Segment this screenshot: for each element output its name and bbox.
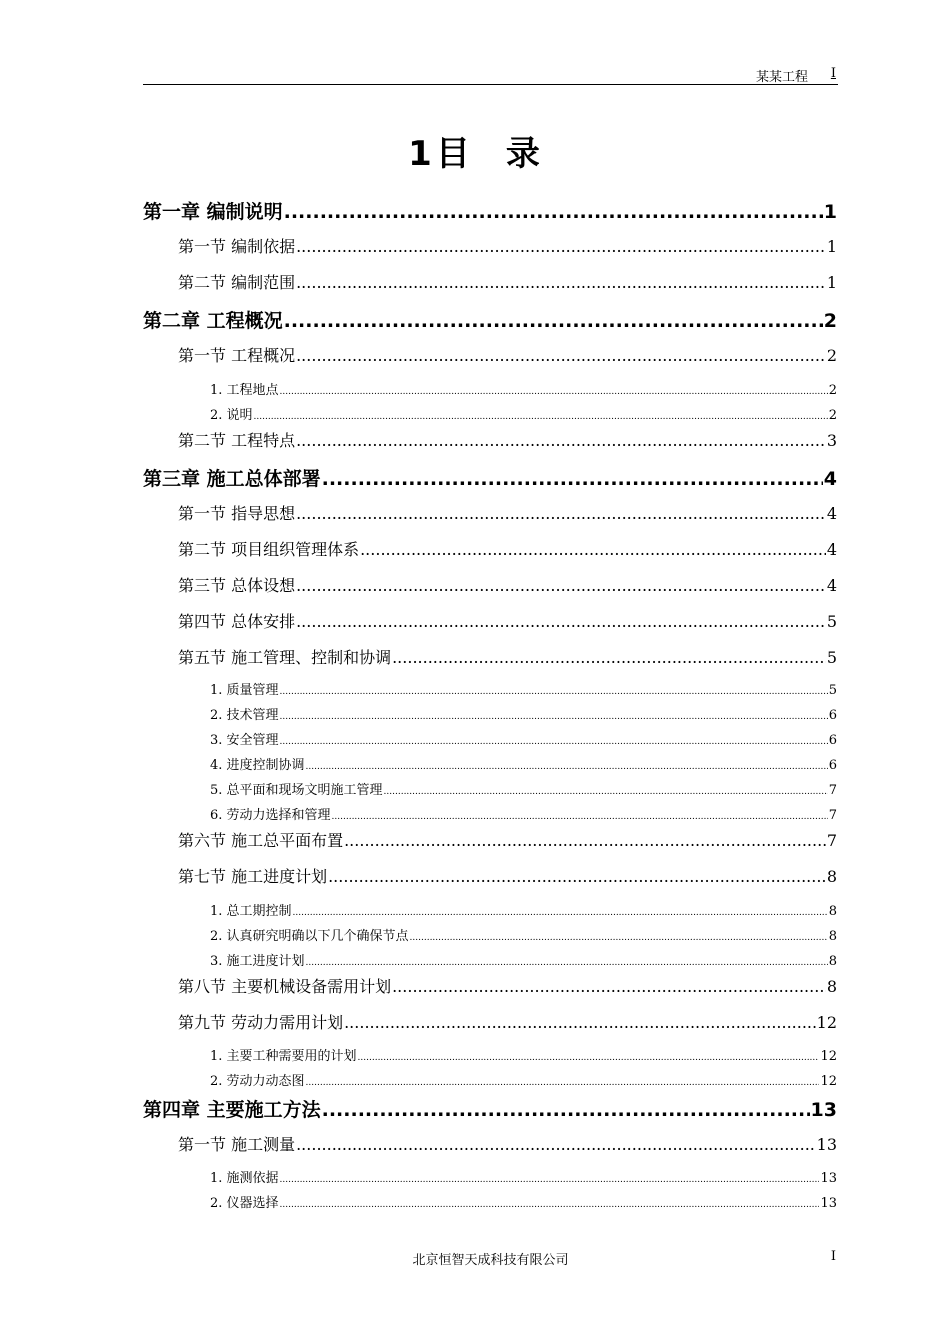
toc-entry-page-number: 6: [828, 708, 837, 723]
toc-entry-label: 第八节 主要机械设备需用计划: [178, 977, 392, 996]
toc-dot-leader: [410, 929, 828, 944]
toc-entry-level3[interactable]: [210, 704, 837, 723]
toc-entry-label: 第二节 编制范围: [178, 273, 296, 292]
toc-entry-level3[interactable]: [210, 1167, 837, 1186]
toc-entry-label: 第一节 指导思想: [178, 504, 296, 523]
toc-title-text1: 目: [435, 134, 472, 174]
footer-company: 北京恒智天成科技有限公司: [412, 1253, 569, 1268]
toc-entry-level3[interactable]: [210, 679, 837, 698]
toc-entry-page-number: 8: [828, 954, 837, 969]
toc-entry-label: 第三节 总体设想: [178, 576, 296, 595]
toc-entry-label: 3. 施工进度计划: [210, 954, 305, 969]
toc-dot-leader: [344, 831, 826, 850]
toc-entry-page-number: 2: [823, 310, 837, 332]
toc-entry-page-number: 4: [823, 468, 837, 490]
toc-entry-level1[interactable]: [143, 197, 837, 224]
toc-entry-page-number: 7: [826, 831, 837, 850]
toc-entry-label: 1. 主要工种需要用的计划: [210, 1049, 357, 1064]
toc-entry-level2[interactable]: [178, 609, 837, 632]
toc-entry-page-number: 5: [826, 612, 837, 631]
toc-entry-level2[interactable]: [178, 974, 837, 997]
toc-entry-page-number: 13: [816, 1135, 837, 1154]
toc-entry-label: 第二章 工程概况: [143, 310, 283, 332]
toc-entry-label: 4. 进度控制协调: [210, 758, 305, 773]
toc-entry-page-number: 2: [828, 383, 837, 398]
toc-dot-leader: [306, 758, 828, 773]
toc-entry-page-number: 8: [828, 929, 837, 944]
toc-entry-page-number: 8: [826, 977, 837, 996]
toc-dot-leader: [280, 1171, 820, 1186]
toc-dot-leader: [280, 1196, 820, 1211]
toc-entry-level3[interactable]: [210, 754, 837, 773]
toc-entry-page-number: 8: [826, 867, 837, 886]
toc-entry-page-number: 4: [826, 504, 837, 523]
toc-entry-label: 第一节 施工测量: [178, 1135, 296, 1154]
toc-entry-level3[interactable]: [210, 779, 837, 798]
toc-entry-level2[interactable]: [178, 501, 837, 524]
toc-dot-leader: [280, 683, 828, 698]
toc-entry-level3[interactable]: [210, 1192, 837, 1211]
toc-entry-label: 第四章 主要施工方法: [143, 1099, 321, 1121]
toc-entry-label: 第六节 施工总平面布置: [178, 831, 344, 850]
toc-dot-leader: [296, 273, 826, 292]
toc-entry-level3[interactable]: [210, 900, 837, 919]
toc-entry-label: 2. 仪器选择: [210, 1196, 279, 1211]
header-page-number: I: [830, 66, 836, 81]
toc-entry-page-number: 7: [828, 808, 837, 823]
toc-dot-leader: [296, 431, 826, 450]
toc-entry-page-number: 2: [826, 346, 837, 365]
toc-entry-page-number: 13: [820, 1196, 837, 1211]
toc-entry-label: 第二节 项目组织管理体系: [178, 540, 360, 559]
toc-entry-page-number: 12: [816, 1013, 837, 1032]
toc-entry-level2[interactable]: [178, 234, 837, 257]
toc-dot-leader: [293, 904, 828, 919]
toc-entry-label: 第一节 工程概况: [178, 346, 296, 365]
toc-entry-level2[interactable]: [178, 1010, 837, 1033]
toc-entry-level2[interactable]: [178, 428, 837, 451]
toc-entry-label: 6. 劳动力选择和管理: [210, 808, 331, 823]
toc-entry-label: 第五节 施工管理、控制和协调: [178, 648, 392, 667]
toc-entry-level2[interactable]: [178, 645, 837, 668]
toc-entry-level2[interactable]: [178, 343, 837, 366]
toc-entry-label: 第三章 施工总体部署: [143, 468, 321, 490]
toc-entry-page-number: 13: [820, 1171, 837, 1186]
toc-entry-level3[interactable]: [210, 729, 837, 748]
toc-entry-page-number: 12: [820, 1049, 837, 1064]
toc-dot-leader: [392, 648, 826, 667]
toc-dot-leader: [296, 1135, 816, 1154]
toc-entry-label: 1. 质量管理: [210, 683, 279, 698]
toc-entry-label: 5. 总平面和现场文明施工管理: [210, 783, 383, 798]
toc-entry-level2[interactable]: [178, 828, 837, 851]
toc-entry-level1[interactable]: [143, 306, 837, 333]
toc-entry-level1[interactable]: [143, 1095, 837, 1122]
toc-entry-label: 2. 认真研究明确以下几个确保节点: [210, 929, 409, 944]
toc-dot-leader: [296, 612, 826, 631]
header-project-name: 某某工程: [755, 70, 808, 85]
toc-entry-level3[interactable]: [210, 925, 837, 944]
toc-entry-level2[interactable]: [178, 270, 837, 293]
toc-entry-label: 2. 说明: [210, 408, 253, 423]
toc-entry-page-number: 6: [828, 758, 837, 773]
toc-entry-page-number: 3: [826, 431, 837, 450]
toc-title-text2: 录: [505, 134, 542, 174]
toc-dot-leader: [306, 1074, 820, 1089]
toc-entry-label: 1. 总工期控制: [210, 904, 292, 919]
toc-entry-label: 第一节 编制依据: [178, 237, 296, 256]
toc-entry-level2[interactable]: [178, 573, 837, 596]
toc-entry-label: 2. 技术管理: [210, 708, 279, 723]
toc-entry-label: 1. 工程地点: [210, 383, 279, 398]
toc-entry-level2[interactable]: [178, 864, 837, 887]
toc-dot-leader: [296, 576, 826, 595]
toc-entry-page-number: 1: [826, 273, 837, 292]
footer-page-number: I: [830, 1249, 836, 1264]
toc-dot-leader: [284, 310, 823, 332]
toc-entry-label: 第七节 施工进度计划: [178, 867, 328, 886]
toc-dot-leader: [280, 733, 828, 748]
toc-entry-label: 第九节 劳动力需用计划: [178, 1013, 344, 1032]
toc-dot-leader: [360, 540, 826, 559]
toc-entry-page-number: 5: [826, 648, 837, 667]
toc-entry-level3[interactable]: [210, 1070, 837, 1089]
toc-entry-page-number: 1: [826, 237, 837, 256]
toc-entry-page-number: 7: [828, 783, 837, 798]
toc-dot-leader: [332, 808, 828, 823]
toc-entry-label: 1. 施测依据: [210, 1171, 279, 1186]
toc-entry-level1[interactable]: [143, 464, 837, 491]
toc-dot-leader: [280, 383, 828, 398]
toc-entry-label: 3. 安全管理: [210, 733, 279, 748]
toc-entry-page-number: 12: [820, 1074, 837, 1089]
toc-dot-leader: [296, 346, 826, 365]
toc-dot-leader: [322, 1099, 810, 1121]
toc-dot-leader: [344, 1013, 816, 1032]
toc-entry-label: 2. 劳动力动态图: [210, 1074, 305, 1089]
toc-entry-page-number: 2: [828, 408, 837, 423]
toc-entry-page-number: 13: [810, 1099, 837, 1121]
toc-dot-leader: [328, 867, 826, 886]
toc-dot-leader: [384, 783, 828, 798]
toc-entry-page-number: 4: [826, 540, 837, 559]
toc-entry-label: 第一章 编制说明: [143, 201, 283, 223]
toc-title-number: 1: [408, 134, 434, 174]
toc-dot-leader: [296, 504, 826, 523]
toc-entry-label: 第二节 工程特点: [178, 431, 296, 450]
toc-dot-leader: [254, 408, 828, 423]
toc-entry-page-number: 8: [828, 904, 837, 919]
toc-dot-leader: [284, 201, 823, 223]
toc-dot-leader: [280, 708, 828, 723]
toc-entry-page-number: 5: [828, 683, 837, 698]
toc-dot-leader: [306, 954, 828, 969]
toc-entry-level3[interactable]: [210, 379, 837, 398]
toc-dot-leader: [322, 468, 823, 490]
toc-dot-leader: [358, 1049, 820, 1064]
toc-entry-level2[interactable]: [178, 1132, 837, 1155]
toc-dot-leader: [296, 237, 826, 256]
toc-entry-page-number: 6: [828, 733, 837, 748]
toc-entry-level3[interactable]: [210, 404, 837, 423]
toc-entry-level3[interactable]: [210, 950, 837, 969]
toc-entry-page-number: 1: [823, 201, 837, 223]
toc-entry-level2[interactable]: [178, 537, 837, 560]
toc-entry-level3[interactable]: [210, 804, 837, 823]
toc-dot-leader: [392, 977, 826, 996]
toc-entry-label: 第四节 总体安排: [178, 612, 296, 631]
toc-entry-level3[interactable]: [210, 1045, 837, 1064]
toc-entry-page-number: 4: [826, 576, 837, 595]
